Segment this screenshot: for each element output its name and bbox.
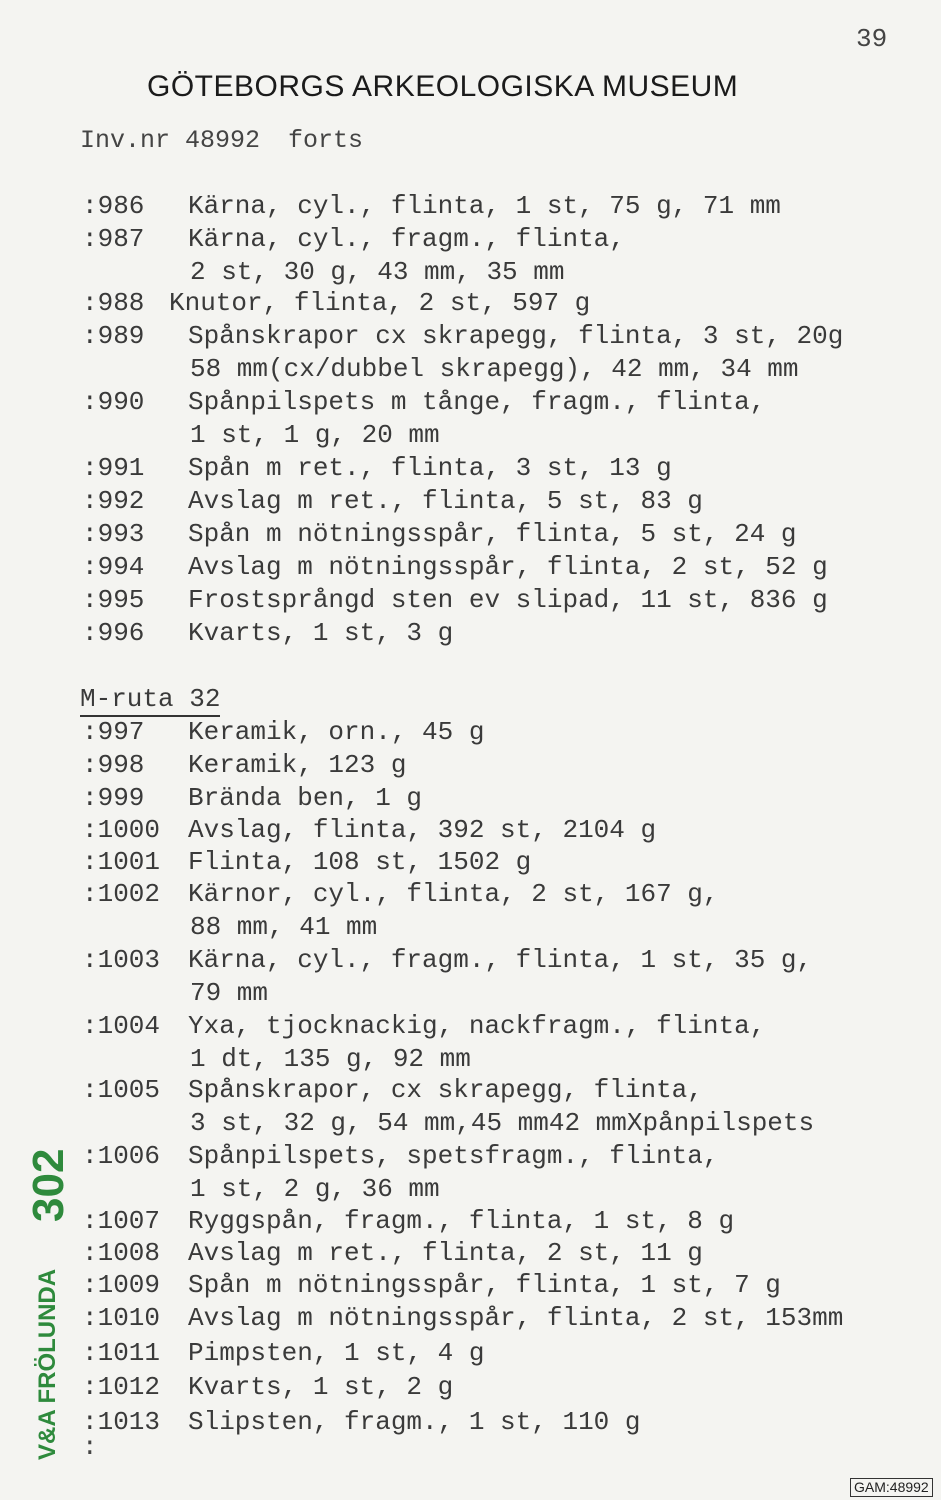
entry-text: Kärna, cyl., fragm., flinta,	[188, 224, 625, 254]
entry-text: Ryggspån, fragm., flinta, 1 st, 8 g	[188, 1206, 735, 1236]
stray-mark: :	[82, 1432, 98, 1462]
inventory-number: Inv.nr 48992	[80, 126, 261, 155]
entry-text: Flinta, 108 st, 1502 g	[188, 847, 532, 877]
entry-text: Avslag m ret., flinta, 5 st, 83 g	[188, 486, 703, 516]
entry-number: :994	[82, 552, 145, 582]
entry-text: Slipsten, fragm., 1 st, 110 g	[188, 1407, 641, 1437]
entry-text: Spån m nötningsspår, flinta, 5 st, 24 g	[188, 519, 797, 549]
entry-text: Keramik, orn., 45 g	[188, 717, 485, 747]
entry-number: :1000	[82, 815, 161, 845]
entry-text: Kärnor, cyl., flinta, 2 st, 167 g,	[188, 879, 719, 909]
entry-continuation: 2 st, 30 g, 43 mm, 35 mm	[190, 256, 565, 287]
entry-number: :999	[82, 783, 145, 813]
entry-number: :991	[82, 453, 145, 483]
museum-title: GÖTEBORGS ARKEOLOGISKA MUSEUM	[147, 70, 739, 103]
entry-number: :987	[82, 224, 145, 254]
entry-text: Kvarts, 1 st, 2 g	[188, 1372, 454, 1402]
entry-text: Spån m nötningsspår, flinta, 1 st, 7 g	[188, 1270, 781, 1300]
entry-number: :995	[82, 585, 145, 615]
entry-text: Avslag m ret., flinta, 2 st, 11 g	[188, 1238, 703, 1268]
entry-text: Brända ben, 1 g	[188, 783, 423, 813]
entry-number: :988	[82, 288, 145, 318]
entry-number: :997	[82, 717, 145, 747]
entry-number: :1008	[82, 1238, 161, 1268]
entry-number: :1011	[82, 1338, 161, 1368]
entry-number: :996	[82, 618, 145, 648]
entry-text: Spånskrapor, cx skrapegg, flinta,	[188, 1075, 703, 1105]
entry-continuation: 1 dt, 135 g, 92 mm	[190, 1043, 471, 1074]
entry-text: Keramik, 123 g	[188, 750, 407, 780]
entry-text: Spån m ret., flinta, 3 st, 13 g	[188, 453, 672, 483]
entry-number: :1006	[82, 1141, 161, 1171]
entry-text: Yxa, tjocknackig, nackfragm., flinta,	[188, 1011, 766, 1041]
entry-text: Spånpilspets m tånge, fragm., flinta,	[188, 387, 766, 417]
archive-id-label: GAM:48992	[850, 1478, 933, 1497]
entry-text: Kvarts, 1 st, 3 g	[188, 618, 454, 648]
entry-text: Pimpsten, 1 st, 4 g	[188, 1338, 485, 1368]
inventory-suffix: forts	[288, 126, 364, 155]
entry-text: Kärna, cyl., fragm., flinta, 1 st, 35 g,	[188, 945, 813, 975]
entry-text: Spånskrapor cx skrapegg, flinta, 3 st, 20g	[188, 321, 844, 351]
entry-text: Avslag, flinta, 392 st, 2104 g	[188, 815, 657, 845]
entry-continuation: 1 st, 2 g, 36 mm	[190, 1173, 440, 1204]
entry-number: :993	[82, 519, 145, 549]
entry-text: Avslag m nötningsspår, flinta, 2 st, 52 g	[188, 552, 828, 582]
entry-number: :986	[82, 191, 145, 221]
entry-text: Avslag m nötningsspår, flinta, 2 st, 153mm	[188, 1303, 844, 1333]
entry-number: :1005	[82, 1075, 161, 1105]
page-number: 39	[856, 24, 888, 54]
entry-number: :1009	[82, 1270, 161, 1300]
entry-number: :1010	[82, 1303, 161, 1333]
entry-number: :992	[82, 486, 145, 516]
entry-continuation: 3 st, 32 g, 54 mm,45 mm42 mmXpånpilspets	[190, 1107, 815, 1138]
entry-number: :1007	[82, 1206, 161, 1236]
entry-number: :990	[82, 387, 145, 417]
entry-number: :1012	[82, 1372, 161, 1402]
entry-number: :998	[82, 750, 145, 780]
entry-text: Frostsprångd sten ev slipad, 11 st, 836 g	[188, 585, 828, 615]
entry-continuation: 88 mm, 41 mm	[190, 911, 378, 942]
entry-number: :1002	[82, 879, 161, 909]
entry-continuation: 58 mm(cx/dubbel skrapegg), 42 mm, 34 mm	[190, 353, 799, 384]
entry-continuation: 79 mm	[190, 977, 269, 1008]
entry-number: :1001	[82, 847, 161, 877]
entry-text: Kärna, cyl., flinta, 1 st, 75 g, 71 mm	[188, 191, 781, 221]
site-stamp	[5, 1110, 75, 1460]
stamp-number: 302	[24, 1148, 73, 1222]
entry-number: :1004	[82, 1011, 161, 1041]
entry-number: :989	[82, 321, 145, 351]
entry-number: :1013	[82, 1407, 161, 1437]
stamp-site-name: V&A FRÖLUNDA	[34, 1268, 61, 1460]
entry-continuation: 1 st, 1 g, 20 mm	[190, 419, 440, 450]
entry-text: Spånpilspets, spetsfragm., flinta,	[188, 1141, 719, 1171]
entry-text: Knutor, flinta, 2 st, 597 g	[169, 288, 591, 318]
entry-number: :1003	[82, 945, 161, 975]
section-heading: M-ruta 32	[80, 683, 220, 717]
